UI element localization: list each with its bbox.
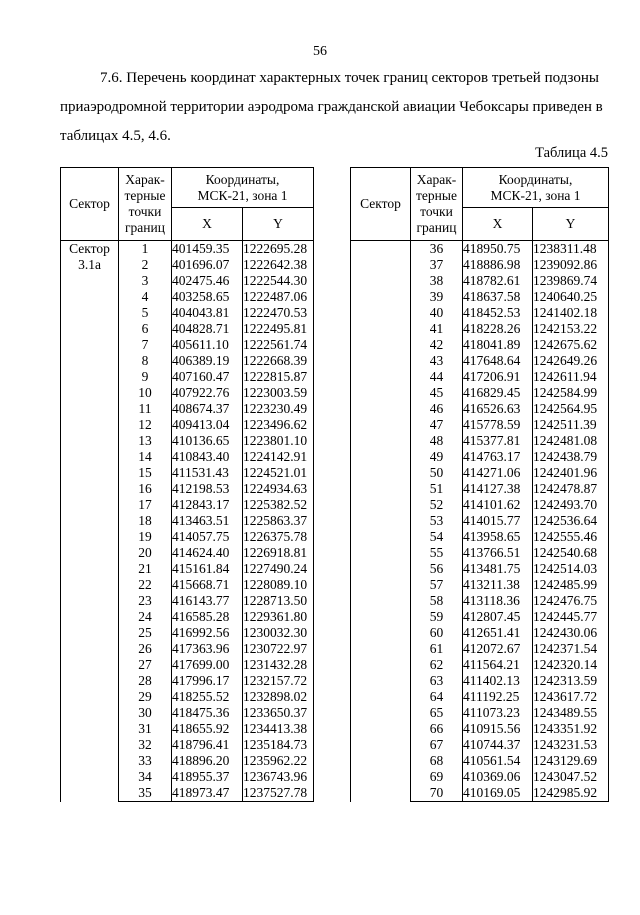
x-coordinate: 411402.13: [463, 673, 533, 689]
point-number: 55: [411, 545, 463, 561]
x-coordinate: 410915.56: [463, 721, 533, 737]
x-coordinate: 410136.65: [172, 433, 243, 449]
point-number: 66: [411, 721, 463, 737]
y-coordinate: 1222544.30: [243, 273, 314, 289]
x-coordinate: 415778.59: [463, 417, 533, 433]
x-coordinate: 410561.54: [463, 753, 533, 769]
sector-header: [61, 168, 119, 241]
y-coordinate: 1235962.22: [243, 753, 314, 769]
point-number: 7: [119, 337, 172, 353]
x-coordinate: 412072.67: [463, 641, 533, 657]
paragraph-line: таблицах 4.5, 4.6.: [60, 128, 171, 144]
intro-paragraph: [60, 64, 608, 151]
point-number: 53: [411, 513, 463, 529]
point-number: 50: [411, 465, 463, 481]
x-coordinate: 409413.04: [172, 417, 243, 433]
y-coordinate: 1222470.53: [243, 305, 314, 321]
y-coordinate: 1223496.62: [243, 417, 314, 433]
point-number: 41: [411, 321, 463, 337]
point-number: 12: [119, 417, 172, 433]
point-number: 38: [411, 273, 463, 289]
x-coordinate: 416526.63: [463, 401, 533, 417]
y-coordinate: 1233650.37: [243, 705, 314, 721]
y-coordinate: 1235184.73: [243, 737, 314, 753]
y-coordinate: 1242985.92: [533, 785, 609, 802]
x-coordinate: 418886.98: [463, 257, 533, 273]
x-coordinate: 402475.46: [172, 273, 243, 289]
y-coordinate: 1240640.25: [533, 289, 609, 305]
point-number: 20: [119, 545, 172, 561]
y-coordinate: 1242481.08: [533, 433, 609, 449]
point-number: 48: [411, 433, 463, 449]
x-coordinate: 405611.10: [172, 337, 243, 353]
point-number: 2: [119, 257, 172, 273]
coordinates-table-right: [350, 167, 609, 802]
coordinates-header-text: Координаты, МСК-21, зона 1: [490, 171, 581, 203]
point-number: 8: [119, 353, 172, 369]
x-coordinate: 417996.17: [172, 673, 243, 689]
y-coordinate: 1242514.03: [533, 561, 609, 577]
x-coordinate: 417206.91: [463, 369, 533, 385]
x-coordinate: 410369.06: [463, 769, 533, 785]
y-coordinate: 1231432.28: [243, 657, 314, 673]
point-number: 10: [119, 385, 172, 401]
y-coordinate: 1222561.74: [243, 337, 314, 353]
point-number: 67: [411, 737, 463, 753]
x-coordinate: 401696.07: [172, 257, 243, 273]
x-coordinate: 418955.37: [172, 769, 243, 785]
point-number: 63: [411, 673, 463, 689]
y-coordinate: 1237527.78: [243, 785, 314, 802]
point-number: 46: [411, 401, 463, 417]
point-number: 61: [411, 641, 463, 657]
coordinates-header: [172, 168, 314, 208]
x-coordinate: 418655.92: [172, 721, 243, 737]
x-header: X: [172, 208, 243, 241]
y-coordinate: 1242320.14: [533, 657, 609, 673]
point-number: 21: [119, 561, 172, 577]
y-coordinate: 1243617.72: [533, 689, 609, 705]
y-coordinate: 1234413.38: [243, 721, 314, 737]
x-coordinate: 411531.43: [172, 465, 243, 481]
table-row: [61, 241, 314, 258]
point-number: 36: [411, 241, 463, 258]
point-number: 65: [411, 705, 463, 721]
y-coordinate: 1242675.62: [533, 337, 609, 353]
x-coordinate: 414624.40: [172, 545, 243, 561]
y-coordinate: 1224934.63: [243, 481, 314, 497]
x-coordinate: 406389.19: [172, 353, 243, 369]
y-coordinate: 1224521.01: [243, 465, 314, 481]
y-coordinate: 1223801.10: [243, 433, 314, 449]
y-coordinate: 1222642.38: [243, 257, 314, 273]
y-coordinate: 1222668.39: [243, 353, 314, 369]
x-coordinate: 404043.81: [172, 305, 243, 321]
point-number: 25: [119, 625, 172, 641]
table-row: [351, 241, 609, 258]
point-number: 45: [411, 385, 463, 401]
y-coordinate: 1222487.06: [243, 289, 314, 305]
point-number: 1: [119, 241, 172, 258]
x-coordinate: 418228.26: [463, 321, 533, 337]
y-coordinate: 1224142.91: [243, 449, 314, 465]
point-number: 24: [119, 609, 172, 625]
point-number: 28: [119, 673, 172, 689]
point-number: 17: [119, 497, 172, 513]
y-coordinate: 1242511.39: [533, 417, 609, 433]
y-coordinate: 1222495.81: [243, 321, 314, 337]
point-number: 60: [411, 625, 463, 641]
x-coordinate: 411073.23: [463, 705, 533, 721]
y-coordinate: 1228713.50: [243, 593, 314, 609]
y-coordinate: 1242611.94: [533, 369, 609, 385]
x-coordinate: 414271.06: [463, 465, 533, 481]
coordinates-table-left: [60, 167, 314, 802]
x-coordinate: 407160.47: [172, 369, 243, 385]
y-coordinate: 1242540.68: [533, 545, 609, 561]
x-coordinate: 416143.77: [172, 593, 243, 609]
point-number: 39: [411, 289, 463, 305]
y-coordinate: 1242493.70: [533, 497, 609, 513]
point-number: 31: [119, 721, 172, 737]
point-number: 6: [119, 321, 172, 337]
x-coordinate: 415161.84: [172, 561, 243, 577]
point-number: 35: [119, 785, 172, 802]
x-coordinate: 415377.81: [463, 433, 533, 449]
y-coordinate: 1242555.46: [533, 529, 609, 545]
x-coordinate: 418950.75: [463, 241, 533, 258]
y-coordinate: 1223003.59: [243, 385, 314, 401]
point-number: 3: [119, 273, 172, 289]
y-coordinate: 1239092.86: [533, 257, 609, 273]
x-coordinate: 417648.64: [463, 353, 533, 369]
y-coordinate: 1242476.75: [533, 593, 609, 609]
point-number: 29: [119, 689, 172, 705]
x-coordinate: 413481.75: [463, 561, 533, 577]
y-coordinate: 1225382.52: [243, 497, 314, 513]
sector-label: Сектор 3.1а: [61, 241, 119, 802]
point-number: 43: [411, 353, 463, 369]
point-number: 4: [119, 289, 172, 305]
y-coordinate: 1242430.06: [533, 625, 609, 641]
y-coordinate: 1243351.92: [533, 721, 609, 737]
point-number: 58: [411, 593, 463, 609]
point-number: 68: [411, 753, 463, 769]
coordinates-header: [463, 168, 609, 208]
x-coordinate: 412651.41: [463, 625, 533, 641]
x-coordinate: 418896.20: [172, 753, 243, 769]
points-header-text: Харак- терные точки границ: [124, 172, 166, 235]
x-coordinate: 410843.40: [172, 449, 243, 465]
y-coordinate: 1243489.55: [533, 705, 609, 721]
x-coordinate: 414763.17: [463, 449, 533, 465]
point-number: 47: [411, 417, 463, 433]
y-coordinate: 1242371.54: [533, 641, 609, 657]
sector-header-text: Сектор: [360, 196, 401, 211]
y-coordinate: 1229361.80: [243, 609, 314, 625]
x-coordinate: 418637.58: [463, 289, 533, 305]
point-number: 54: [411, 529, 463, 545]
x-coordinate: 416829.45: [463, 385, 533, 401]
point-number: 44: [411, 369, 463, 385]
y-coordinate: 1238311.48: [533, 241, 609, 258]
y-coordinate: 1232157.72: [243, 673, 314, 689]
x-coordinate: 416992.56: [172, 625, 243, 641]
point-number: 11: [119, 401, 172, 417]
x-coordinate: 410169.05: [463, 785, 533, 802]
y-coordinate: 1242485.99: [533, 577, 609, 593]
x-coordinate: 417363.96: [172, 641, 243, 657]
point-number: 14: [119, 449, 172, 465]
point-number: 56: [411, 561, 463, 577]
point-number: 18: [119, 513, 172, 529]
point-number: 40: [411, 305, 463, 321]
table-caption: Таблица 4.5: [535, 145, 608, 161]
x-coordinate: 414057.75: [172, 529, 243, 545]
y-coordinate: 1222815.87: [243, 369, 314, 385]
point-number: 22: [119, 577, 172, 593]
paragraph-line: приаэродромной территории аэродрома гражданской авиации Чебоксары приведен в: [60, 99, 603, 115]
x-coordinate: 404828.71: [172, 321, 243, 337]
point-number: 69: [411, 769, 463, 785]
y-coordinate: 1242584.99: [533, 385, 609, 401]
y-coordinate: 1243231.53: [533, 737, 609, 753]
x-coordinate: 413211.38: [463, 577, 533, 593]
x-coordinate: 408674.37: [172, 401, 243, 417]
x-coordinate: 412807.45: [463, 609, 533, 625]
point-number: 59: [411, 609, 463, 625]
x-coordinate: 413118.36: [463, 593, 533, 609]
x-coordinate: 407922.76: [172, 385, 243, 401]
y-coordinate: 1242536.64: [533, 513, 609, 529]
y-coordinate: 1227490.24: [243, 561, 314, 577]
point-number: 13: [119, 433, 172, 449]
sector-header: [351, 168, 411, 241]
point-number: 9: [119, 369, 172, 385]
point-number: 32: [119, 737, 172, 753]
y-coordinate: 1230032.30: [243, 625, 314, 641]
point-number: 52: [411, 497, 463, 513]
y-coordinate: 1242401.96: [533, 465, 609, 481]
y-coordinate: 1242438.79: [533, 449, 609, 465]
point-number: 34: [119, 769, 172, 785]
y-coordinate: 1228089.10: [243, 577, 314, 593]
points-header: [411, 168, 463, 241]
x-coordinate: 401459.35: [172, 241, 243, 258]
y-coordinate: 1236743.96: [243, 769, 314, 785]
y-coordinate: 1222695.28: [243, 241, 314, 258]
point-number: 33: [119, 753, 172, 769]
y-coordinate: 1230722.97: [243, 641, 314, 657]
y-header: Y: [533, 208, 609, 241]
x-coordinate: 418041.89: [463, 337, 533, 353]
x-coordinate: 418973.47: [172, 785, 243, 802]
point-number: 23: [119, 593, 172, 609]
y-coordinate: 1242564.95: [533, 401, 609, 417]
y-coordinate: 1242313.59: [533, 673, 609, 689]
point-number: 15: [119, 465, 172, 481]
point-number: 51: [411, 481, 463, 497]
point-number: 62: [411, 657, 463, 673]
sector-label: [351, 241, 411, 802]
x-coordinate: 418452.53: [463, 305, 533, 321]
x-coordinate: 413958.65: [463, 529, 533, 545]
y-coordinate: 1242445.77: [533, 609, 609, 625]
y-header: Y: [243, 208, 314, 241]
y-coordinate: 1243129.69: [533, 753, 609, 769]
point-number: 42: [411, 337, 463, 353]
y-coordinate: 1226918.81: [243, 545, 314, 561]
x-coordinate: 417699.00: [172, 657, 243, 673]
point-number: 26: [119, 641, 172, 657]
x-coordinate: 414127.38: [463, 481, 533, 497]
x-coordinate: 416585.28: [172, 609, 243, 625]
y-coordinate: 1223230.49: [243, 401, 314, 417]
points-header: [119, 168, 172, 241]
page-number: 56: [313, 44, 327, 59]
point-number: 27: [119, 657, 172, 673]
sector-header-text: Сектор: [69, 196, 110, 211]
x-coordinate: 411192.25: [463, 689, 533, 705]
y-coordinate: 1243047.52: [533, 769, 609, 785]
x-coordinate: 418475.36: [172, 705, 243, 721]
x-coordinate: 412843.17: [172, 497, 243, 513]
y-coordinate: 1232898.02: [243, 689, 314, 705]
points-header-text: Харак- терные точки границ: [416, 172, 457, 235]
x-coordinate: 413766.51: [463, 545, 533, 561]
y-coordinate: 1241402.18: [533, 305, 609, 321]
x-coordinate: 413463.51: [172, 513, 243, 529]
y-coordinate: 1225863.37: [243, 513, 314, 529]
x-coordinate: 414015.77: [463, 513, 533, 529]
y-coordinate: 1226375.78: [243, 529, 314, 545]
x-coordinate: 410744.37: [463, 737, 533, 753]
point-number: 49: [411, 449, 463, 465]
point-number: 30: [119, 705, 172, 721]
x-coordinate: 418255.52: [172, 689, 243, 705]
x-coordinate: 411564.21: [463, 657, 533, 673]
point-number: 5: [119, 305, 172, 321]
point-number: 16: [119, 481, 172, 497]
y-coordinate: 1242649.26: [533, 353, 609, 369]
coordinates-header-text: Координаты, МСК-21, зона 1: [197, 171, 288, 203]
y-coordinate: 1242478.87: [533, 481, 609, 497]
x-coordinate: 412198.53: [172, 481, 243, 497]
point-number: 70: [411, 785, 463, 802]
x-coordinate: 403258.65: [172, 289, 243, 305]
point-number: 19: [119, 529, 172, 545]
y-coordinate: 1242153.22: [533, 321, 609, 337]
x-header: X: [463, 208, 533, 241]
point-number: 37: [411, 257, 463, 273]
x-coordinate: 415668.71: [172, 577, 243, 593]
point-number: 57: [411, 577, 463, 593]
x-coordinate: 418782.61: [463, 273, 533, 289]
point-number: 64: [411, 689, 463, 705]
x-coordinate: 418796.41: [172, 737, 243, 753]
x-coordinate: 414101.62: [463, 497, 533, 513]
y-coordinate: 1239869.74: [533, 273, 609, 289]
paragraph-line: 7.6. Перечень координат характерных точек границ секторов третьей подзоны: [100, 70, 599, 86]
